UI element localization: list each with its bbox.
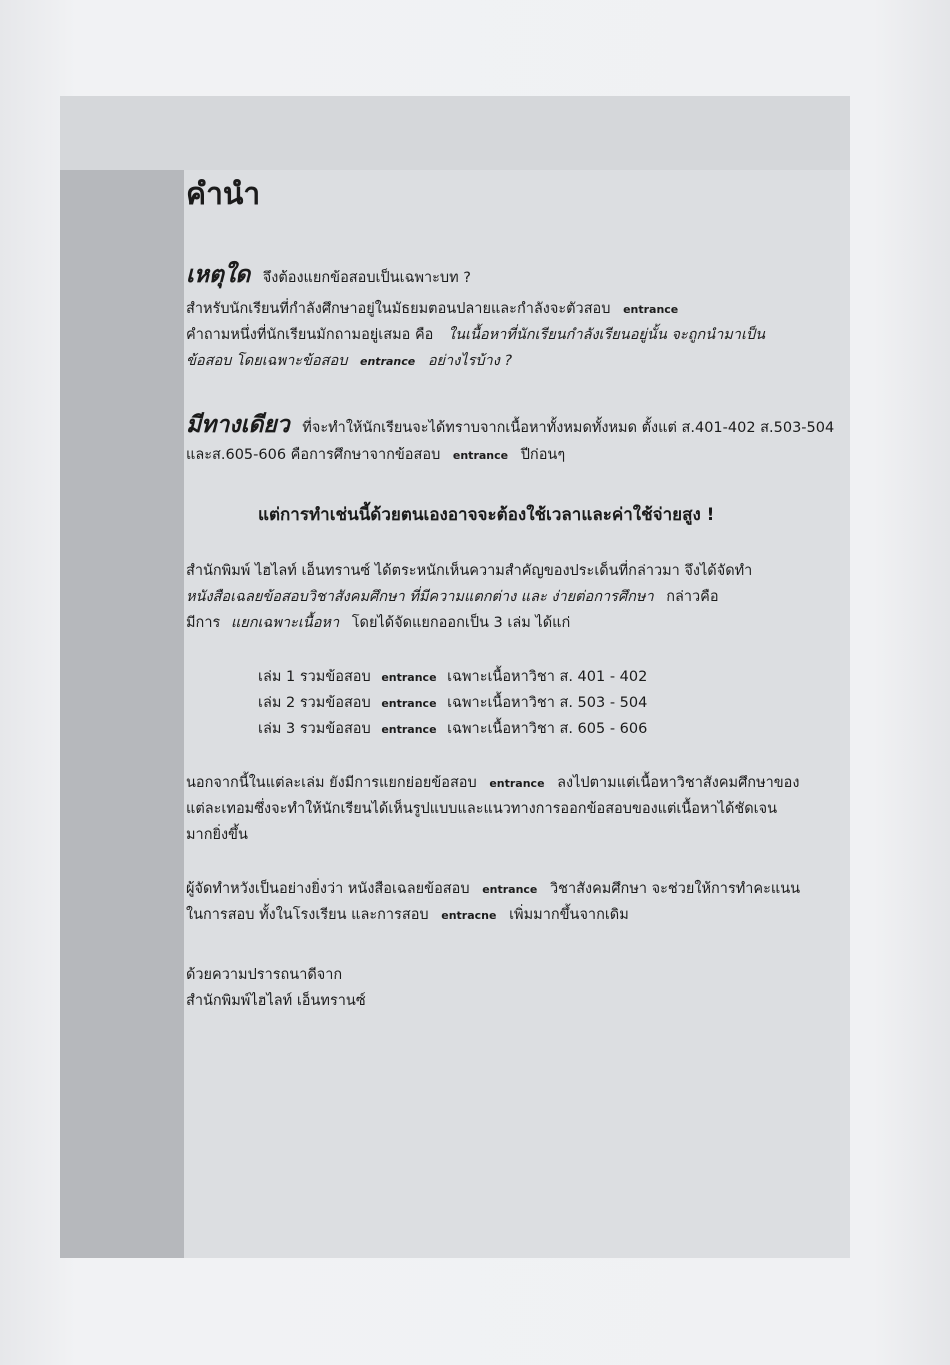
paragraph-3-line-2-italic: หนังสือเฉลยข้อสอบวิชาสังคมศึกษา ที่มีความแตกต่าง และ ง่ายต่อการศึกษา [186, 589, 654, 605]
closing-line-1: ด้วยความปรารถนาดีจาก [186, 967, 343, 983]
paragraph-2-lead: มีทางเดียว [186, 412, 290, 438]
paragraph-2-line-2 [186, 446, 565, 465]
paragraph-3-line-3-start: มีการ [186, 615, 221, 631]
closing-line-2: สำนักพิมพ์ไฮไลท์ เอ็นทรานซ์ [186, 993, 366, 1009]
paragraph-5-line-2-end: เพิ่มมากขึ้นจากเดิม [509, 907, 629, 923]
volume-label: เล่ม 2 รวมข้อสอบ [258, 695, 371, 711]
paragraph-1-line-3 [186, 326, 765, 344]
paragraph-1-line-3-text: คำถามหนึ่งที่นักเรียนมักถามอยู่เสมอ คือ [186, 327, 434, 343]
paragraph-1-line-2-text: สำหรับนักเรียนที่กำลังศึกษาอยู่ในมัธยมตอนปลายและกำลังจะตัวสอบ [186, 301, 611, 317]
paragraph-5-line-2 [186, 906, 629, 925]
paragraph-2-line-2-end: ปีก่อนๆ [520, 447, 566, 463]
paragraph-3-line-2 [186, 588, 719, 606]
paragraph-2-line-2-en: entrance [452, 449, 509, 462]
warning-line: แต่การทำเช่นนี้ด้วยตนเองอาจจะต้องใช้เวลาและค่าใช้จ่ายสูง ! [258, 505, 715, 525]
paragraph-4-line-1-end: ลงไปตามแต่เนื้อหาวิชาสังคมศึกษาของ [557, 775, 800, 791]
paragraph-1-line-2-en: entrance [623, 303, 679, 316]
paragraph-2-line-1 [186, 412, 834, 438]
paragraph-3-line-2-end: กล่าวคือ [666, 589, 719, 605]
paragraph-5-line-2-start: ในการสอบ ทั้งในโรงเรียน และการสอบ [186, 907, 429, 923]
paragraph-1-lead: เหตุใด [186, 262, 251, 288]
paragraph-4-line-2: แต่ละเทอมซึ่งจะทำให้นักเรียนได้เห็นรูปแบบและแนวทางการออกข้อสอบของแต่เนื้อหาได้ชัดเจน [186, 801, 778, 817]
volume-item [258, 694, 647, 713]
paragraph-4-line-3: มากยิ่งขึ้น [186, 827, 248, 843]
paragraph-4-line-1 [186, 774, 799, 793]
paragraph-1-line-4-en: entrance [360, 355, 416, 368]
paragraph-3-line-3 [186, 614, 570, 632]
paragraph-1-line-3-italic: ในเนื้อหาที่นักเรียนกำลังเรียนอยู่นั้น จะถูกนำมาเป็น [448, 327, 766, 343]
paragraph-3-line-3-end: โดยได้จัดแยกออกเป็น 3 เล่ม ได้แก่ [351, 615, 571, 631]
volume-subject: เฉพาะเนื้อหาวิชา ส. 605 - 606 [447, 721, 648, 737]
volume-en: entrance [381, 723, 437, 736]
page-title: คำนำ [186, 177, 261, 212]
paragraph-4-line-1-en: entrance [489, 777, 545, 790]
paragraph-3-line-1: สำนักพิมพ์ ไฮไลท์ เอ็นทรานซ์ ได้ตระหนักเห็นความสำคัญของประเด็นที่กล่าวมา จึงได้จัดทำ [186, 563, 753, 579]
paragraph-5-line-1 [186, 880, 800, 899]
paragraph-1-line-1 [186, 262, 471, 288]
paragraph-2-lead-rest: ที่จะทำให้นักเรียนจะได้ทราบจากเนื้อหาทั้งหมดทั้งหมด ตั้งแต่ ส.401-402 ส.503-504 [302, 420, 835, 436]
paragraph-1-line-4-end: อย่างไรบ้าง ? [427, 353, 513, 369]
gray-sidebar [60, 170, 184, 1258]
paragraph-5-line-1-en: entrance [482, 883, 538, 896]
paragraph-4-line-1-start: นอกจากนี้ในแต่ละเล่ม ยังมีการแยกย่อยข้อสอบ [186, 775, 477, 791]
paragraph-1-line-4-italic: ข้อสอบ โดยเฉพาะข้อสอบ [186, 353, 348, 369]
volume-en: entrance [381, 671, 437, 684]
paragraph-5-line-1-end: วิชาสังคมศึกษา จะช่วยให้การทำคะแนน [550, 881, 801, 897]
paragraph-5-line-1-start: ผู้จัดทำหวังเป็นอย่างยิ่งว่า หนังสือเฉลยข้อสอบ [186, 881, 470, 897]
paragraph-5-line-2-en: entracne [441, 909, 497, 922]
volume-subject: เฉพาะเนื้อหาวิชา ส. 401 - 402 [447, 669, 648, 685]
paragraph-1-line-2 [186, 300, 678, 319]
volume-item [258, 720, 647, 739]
volume-subject: เฉพาะเนื้อหาวิชา ส. 503 - 504 [447, 695, 648, 711]
volume-item [258, 668, 647, 687]
paragraph-3-line-3-italic: แยกเฉพาะเนื้อหา [230, 615, 340, 631]
volume-label: เล่ม 3 รวมข้อสอบ [258, 721, 371, 737]
volume-en: entrance [381, 697, 437, 710]
volume-label: เล่ม 1 รวมข้อสอบ [258, 669, 371, 685]
paragraph-2-line-2-start: และส.605-606 คือการศึกษาจากข้อสอบ [186, 447, 441, 463]
paragraph-1-line-4 [186, 352, 512, 371]
paragraph-1-lead-rest: จึงต้องแยกข้อสอบเป็นเฉพาะบท ? [262, 270, 471, 286]
